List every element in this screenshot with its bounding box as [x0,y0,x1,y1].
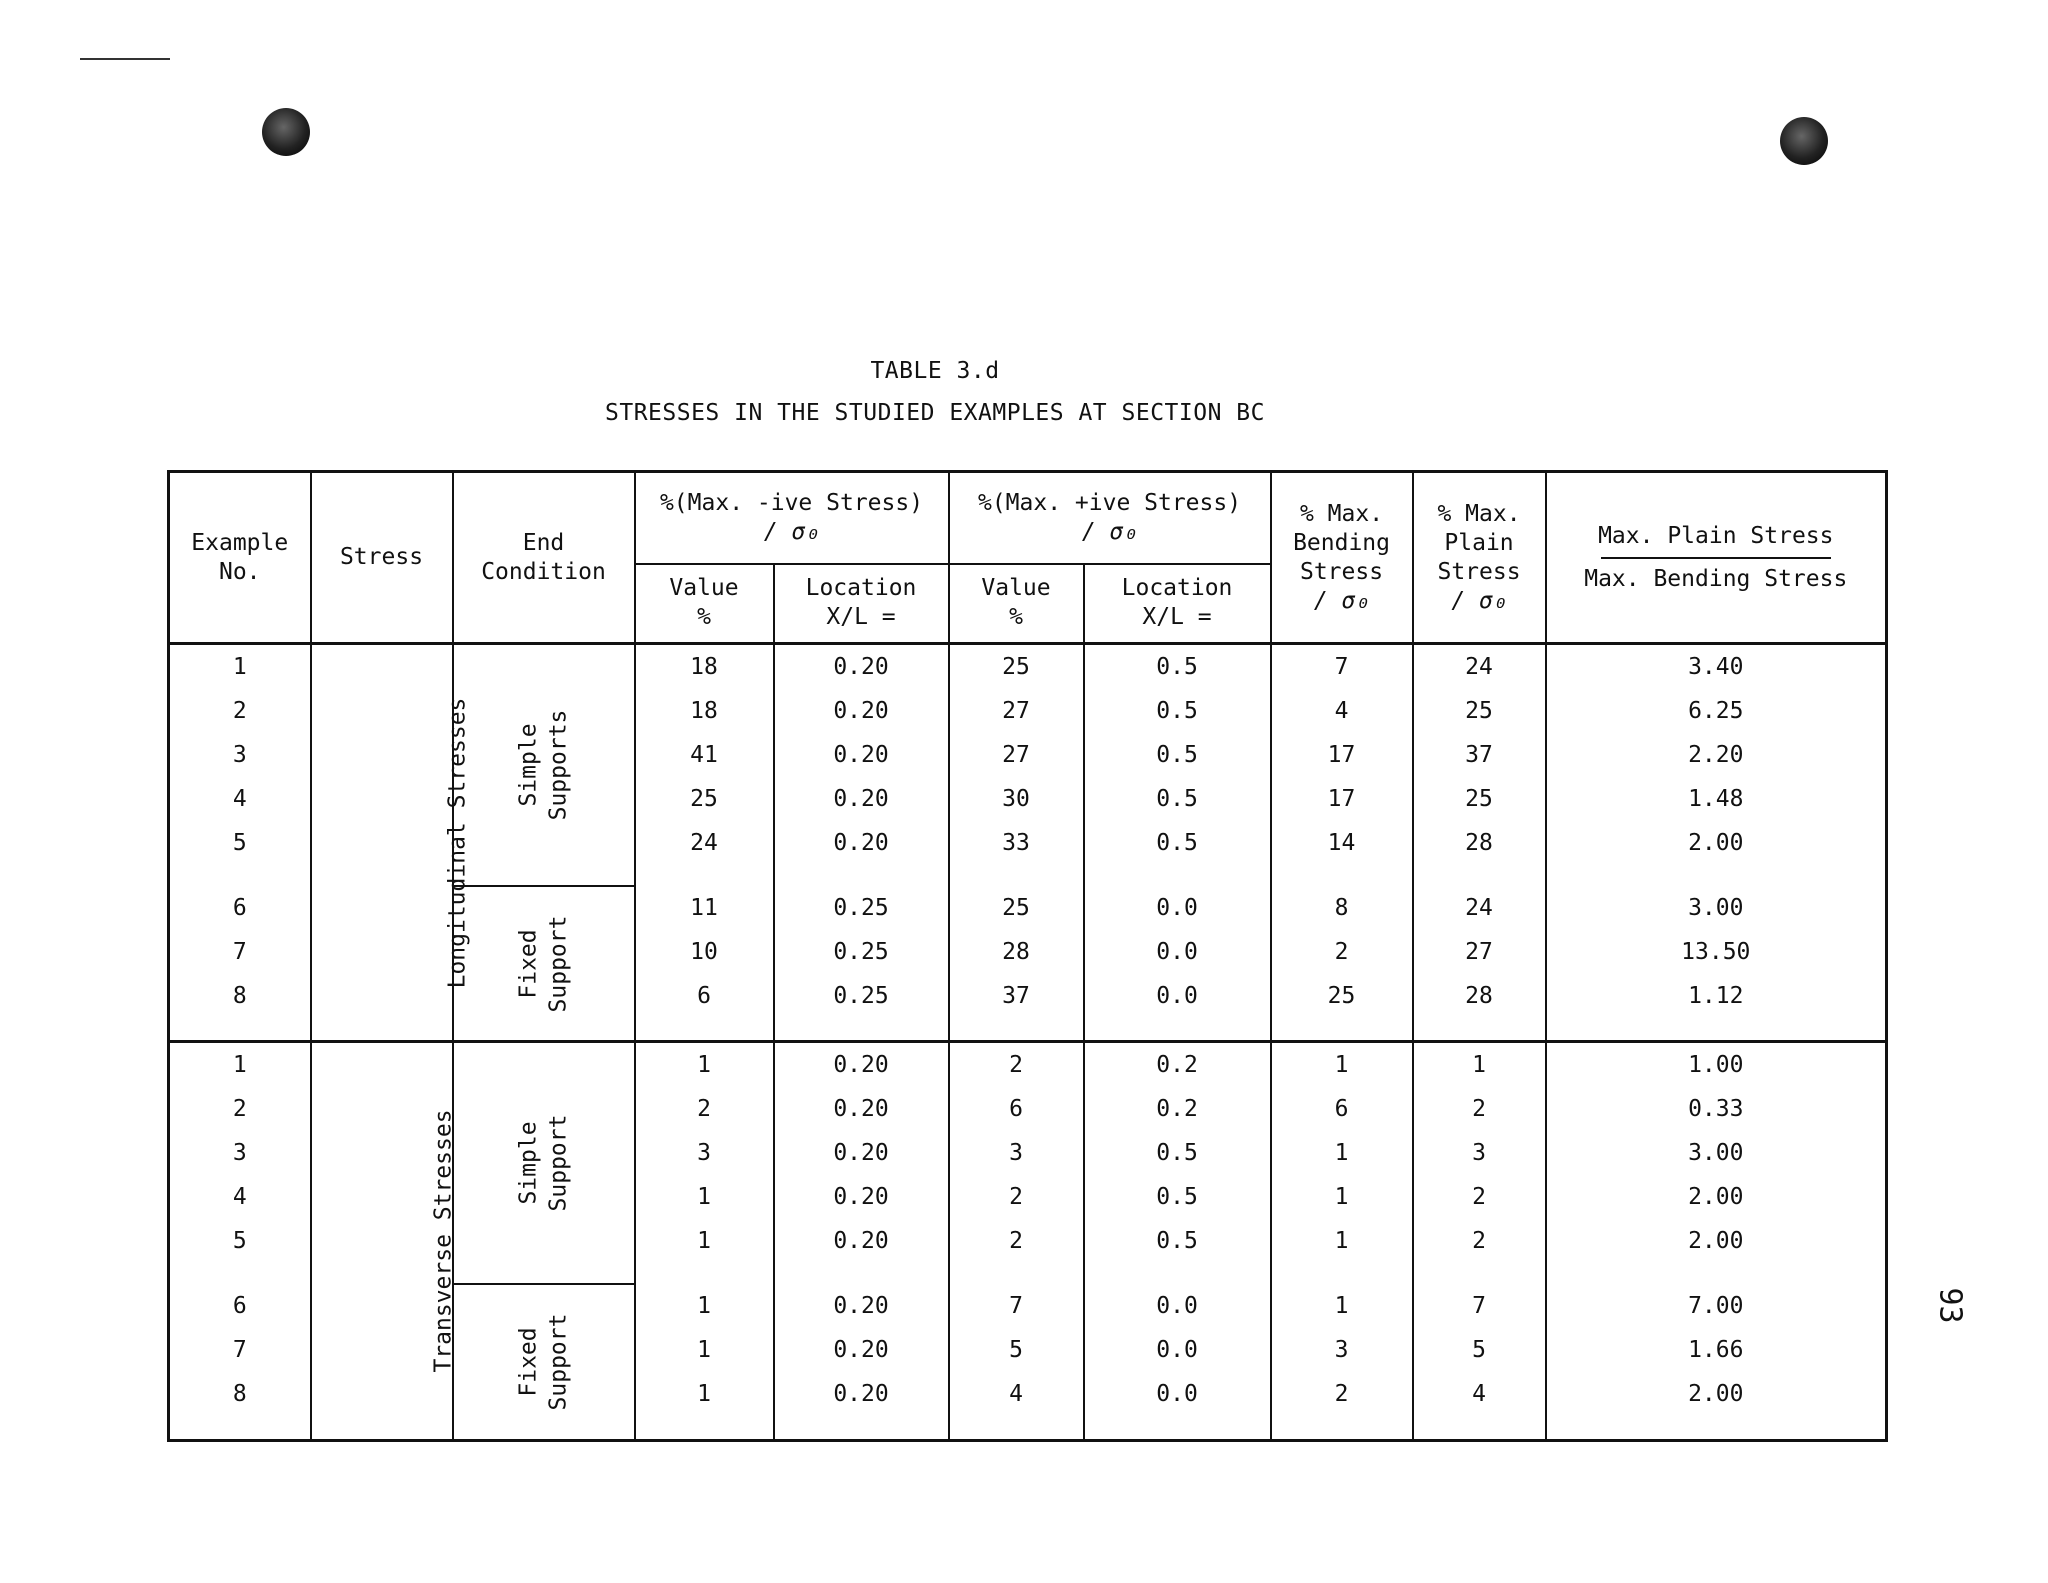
example-no-cell: 4 [232,1184,247,1211]
plain-pct-cell: 2 [1472,1096,1486,1123]
plain-pct-cell: 25 [1465,786,1493,812]
example-no-cell: 6 [232,894,247,921]
ratio-cell: 7.00 [1688,1293,1744,1320]
plain-pct-cell: 5 [1472,1337,1486,1364]
neg-value-cell: 2 [697,1096,711,1123]
ratio-cell: 6.25 [1688,698,1744,724]
header-pos-group [949,472,1271,564]
neg-value-cell: 25 [690,786,718,812]
end-condition-cell [453,644,635,886]
header-bending-line3: Stress [1299,558,1384,585]
ratio-cell: 13.50 [1681,938,1751,965]
pos-location-column [1084,644,1271,886]
neg-location-cell: 0.25 [833,938,889,965]
header-pos-location-line1: Location [1121,575,1233,602]
bending-pct-cell: 2 [1334,1381,1349,1408]
ratio-cell: 3.00 [1688,1140,1744,1167]
plain-pct-column [1413,1284,1546,1440]
neg-location-cell: 0.20 [833,1140,889,1167]
bending-pct-column [1271,644,1413,886]
pos-value-column [949,1284,1084,1440]
neg-location-cell: 0.20 [833,698,889,724]
bending-pct-cell: 1 [1334,1052,1349,1079]
pos-location-cell: 0.2 [1156,1096,1198,1123]
pos-value-cell: 5 [1009,1337,1023,1364]
neg-value-cell: 1 [697,1052,711,1079]
pos-location-column [1084,886,1271,1042]
plain-pct-cell: 24 [1465,654,1493,680]
header-plain-line4: / σ₀ [1451,587,1507,614]
header-stress: Stress [311,472,453,644]
ratio-cell: 1.00 [1688,1052,1744,1079]
bending-pct-cell: 1 [1334,1140,1349,1167]
ratio-cell: 2.00 [1688,1228,1744,1255]
header-neg-location [774,564,949,644]
header-pos-value-line1: Value [981,575,1051,602]
example-no-column [169,1284,311,1440]
pos-value-cell: 3 [1009,1140,1023,1167]
neg-value-cell: 41 [690,742,718,768]
plain-pct-cell: 37 [1465,742,1493,768]
ratio-cell: 3.00 [1688,894,1744,921]
bending-pct-cell: 2 [1334,938,1349,965]
header-neg-line1: %(Max. -ive Stress) [659,489,924,516]
header-bending-line4: / σ₀ [1313,587,1370,614]
example-no-cell: 5 [232,830,247,856]
example-no-cell: 5 [232,1228,247,1255]
header-example-line2: No. [218,558,261,585]
neg-location-cell: 0.20 [833,1228,889,1255]
neg-location-cell: 0.25 [833,982,889,1009]
end-condition-cell [453,886,635,1042]
neg-value-cell: 11 [690,894,718,921]
pos-value-cell: 2 [1009,1228,1023,1255]
ratio-cell: 1.12 [1688,982,1744,1009]
end-condition-label: Simple Support [515,1114,572,1212]
plain-pct-column [1413,886,1546,1042]
stress-type-label: Longitudinal Stresses [443,697,470,989]
example-no-cell: 2 [232,1096,247,1123]
pos-location-cell: 0.5 [1156,830,1198,856]
pos-location-cell: 0.0 [1156,1381,1198,1408]
neg-location-cell: 0.20 [833,830,889,856]
ratio-column [1546,644,1887,886]
bending-pct-cell: 8 [1334,894,1349,921]
group-row-longitudinal-simple [169,644,1887,886]
end-condition-label: Simple Supports [515,709,572,821]
bending-pct-cell: 1 [1334,1184,1349,1211]
header-example-no [169,472,311,644]
pos-value-column [949,1042,1084,1284]
bending-pct-column [1271,1284,1413,1440]
neg-value-column [635,1042,774,1284]
neg-location-cell: 0.20 [833,1052,889,1079]
ratio-column [1546,1042,1887,1284]
top-left-dash [80,58,170,60]
pos-location-cell: 0.5 [1156,654,1198,680]
plain-pct-cell: 2 [1472,1228,1486,1255]
end-condition-cell [453,1042,635,1284]
stress-table [167,470,1888,1442]
neg-location-cell: 0.20 [833,742,889,768]
pos-value-cell: 7 [1009,1293,1023,1320]
neg-value-column [635,1284,774,1440]
header-ratio-fraction-line [1601,557,1831,559]
plain-pct-cell: 25 [1465,698,1493,724]
neg-value-cell: 24 [690,830,718,856]
plain-pct-column [1413,644,1546,886]
bending-pct-column [1271,1042,1413,1284]
ratio-cell: 2.00 [1688,830,1744,856]
pos-value-cell: 4 [1009,1381,1023,1408]
table-subtitle: STRESSES IN THE STUDIED EXAMPLES AT SECTION BC [605,400,1265,426]
bending-pct-cell: 1 [1334,1293,1349,1320]
ratio-column [1546,1284,1887,1440]
ratio-cell: 2.20 [1688,742,1744,768]
ratio-cell: 1.48 [1688,786,1744,812]
header-ratio-denominator: Max. Bending Stress [1584,565,1848,592]
header-neg-location-line2: X/L = [826,604,896,631]
bending-pct-cell: 17 [1327,742,1356,768]
header-plain [1413,472,1546,644]
example-no-cell: 1 [232,654,247,680]
neg-value-cell: 1 [697,1184,711,1211]
example-no-cell: 7 [232,1337,247,1364]
pos-location-cell: 0.2 [1156,1052,1198,1079]
pos-location-cell: 0.5 [1156,698,1198,724]
neg-value-cell: 1 [697,1381,711,1408]
header-plain-line1: % Max. [1437,500,1521,527]
header-plain-line2: Plain [1444,529,1514,556]
header-pos-location [1084,564,1271,644]
plain-pct-cell: 27 [1465,938,1493,965]
pos-location-cell: 0.5 [1156,1140,1198,1167]
header-neg-value-line2: % [697,604,711,631]
header-end-line1: End [522,529,565,556]
ratio-column [1546,886,1887,1042]
stress-type-cell [311,1042,457,1441]
pos-location-column [1084,1042,1271,1284]
neg-location-cell: 0.20 [833,1293,889,1320]
plain-pct-cell: 1 [1472,1052,1486,1079]
example-no-cell: 8 [232,982,247,1009]
pos-value-cell: 30 [1002,786,1030,812]
example-no-cell: 3 [232,742,247,768]
ratio-cell: 0.33 [1688,1096,1744,1123]
pos-location-cell: 0.5 [1156,1228,1198,1255]
bending-pct-cell: 7 [1334,654,1349,680]
pos-value-column [949,644,1084,886]
header-end-condition [453,472,635,644]
header-pos-line2: / σ₀ [1081,518,1138,545]
bending-pct-cell: 4 [1334,698,1349,724]
example-no-cell: 3 [232,1140,247,1167]
pos-location-cell: 0.0 [1156,1293,1198,1320]
header-neg-group [635,472,949,564]
neg-location-cell: 0.20 [833,1381,889,1408]
example-no-cell: 1 [232,1052,247,1079]
neg-value-cell: 6 [697,982,711,1009]
neg-location-cell: 0.20 [833,1337,889,1364]
header-pos-value [949,564,1084,644]
neg-value-column [635,644,774,886]
example-no-cell: 2 [232,698,247,724]
header-pos-location-line2: X/L = [1142,604,1212,631]
pos-value-cell: 25 [1002,654,1030,680]
pos-location-cell: 0.5 [1156,742,1198,768]
header-bending [1271,472,1413,644]
plain-pct-cell: 7 [1472,1293,1486,1320]
example-no-column [169,644,311,886]
pos-value-cell: 27 [1002,742,1030,768]
neg-value-cell: 1 [697,1337,711,1364]
pos-location-cell: 0.5 [1156,786,1198,812]
neg-location-column [774,644,949,886]
plain-pct-cell: 24 [1465,894,1493,921]
bending-pct-cell: 14 [1327,830,1356,856]
plain-pct-cell: 3 [1472,1140,1486,1167]
pos-value-cell: 37 [1002,982,1030,1009]
pos-value-cell: 2 [1009,1184,1023,1211]
header-end-line2: Condition [481,558,606,585]
header-neg-value-line1: Value [669,575,739,602]
neg-location-cell: 0.20 [833,786,889,812]
binder-hole-right [1780,117,1828,165]
neg-value-cell: 1 [697,1228,711,1255]
pos-value-column [949,886,1084,1042]
pos-value-cell: 2 [1009,1052,1023,1079]
pos-location-cell: 0.0 [1156,894,1198,921]
neg-location-column [774,886,949,1042]
neg-location-cell: 0.25 [833,894,889,921]
pos-value-cell: 33 [1002,830,1030,856]
header-bending-line1: % Max. [1299,500,1384,527]
example-no-cell: 8 [232,1381,247,1408]
table-title: TABLE 3.d [870,358,1000,384]
pos-location-column [1084,1284,1271,1440]
neg-value-cell: 10 [690,938,718,965]
header-neg-line2: / σ₀ [763,518,820,545]
pos-value-cell: 27 [1002,698,1030,724]
ratio-cell: 2.00 [1688,1381,1744,1408]
pos-location-cell: 0.0 [1156,982,1198,1009]
neg-value-cell: 18 [690,698,718,724]
ratio-cell: 3.40 [1688,654,1744,680]
pos-location-cell: 0.0 [1156,938,1198,965]
page-number: 93 [1932,1287,1968,1324]
header-example-line1: Example [191,529,289,556]
stress-type-cell [311,644,470,1042]
ratio-cell: 2.00 [1688,1184,1744,1211]
example-no-cell: 7 [232,938,247,965]
header-neg-location-line1: Location [805,575,917,602]
example-no-cell: 4 [232,786,247,812]
pos-value-cell: 28 [1002,938,1030,965]
neg-value-cell: 18 [690,654,718,680]
plain-pct-cell: 2 [1472,1184,1486,1211]
example-no-column [169,886,311,1042]
bending-pct-cell: 1 [1334,1228,1349,1255]
example-no-column [169,1042,311,1284]
header-pos-value-line2: % [1009,604,1023,631]
ratio-cell: 1.66 [1688,1337,1744,1364]
neg-location-column [774,1042,949,1284]
neg-location-cell: 0.20 [833,1096,889,1123]
header-plain-line3: Stress [1437,558,1521,585]
example-no-cell: 6 [232,1293,247,1320]
header-ratio [1546,472,1887,644]
end-condition-cell [453,1284,635,1440]
plain-pct-column [1413,1042,1546,1284]
pos-location-cell: 0.0 [1156,1337,1198,1364]
bending-pct-cell: 17 [1327,786,1356,812]
plain-pct-cell: 4 [1472,1381,1486,1408]
header-ratio-numerator: Max. Plain Stress [1598,522,1834,549]
stress-type-label: Transverse Stresses [430,1109,457,1373]
bending-pct-cell: 25 [1327,982,1356,1009]
neg-location-column [774,1284,949,1440]
header-bending-line2: Bending [1293,529,1390,556]
pos-location-cell: 0.5 [1156,1184,1198,1211]
header-pos-line1: %(Max. +ive Stress) [977,489,1242,516]
neg-location-cell: 0.20 [833,654,889,680]
neg-value-column [635,886,774,1042]
pos-value-cell: 6 [1009,1096,1023,1123]
neg-value-cell: 3 [697,1140,711,1167]
bending-pct-column [1271,886,1413,1042]
end-condition-label: Fixed Support [515,915,572,1013]
header-neg-value [635,564,774,644]
neg-value-cell: 1 [697,1293,711,1320]
plain-pct-cell: 28 [1465,982,1493,1009]
group-row-transverse-simple [169,1042,1887,1284]
bending-pct-cell: 6 [1334,1096,1349,1123]
plain-pct-cell: 28 [1465,830,1493,856]
pos-value-cell: 25 [1002,894,1030,921]
binder-hole-left [262,108,310,156]
end-condition-label: Fixed Support [515,1313,572,1411]
neg-location-cell: 0.20 [833,1184,889,1211]
bending-pct-cell: 3 [1334,1337,1349,1364]
